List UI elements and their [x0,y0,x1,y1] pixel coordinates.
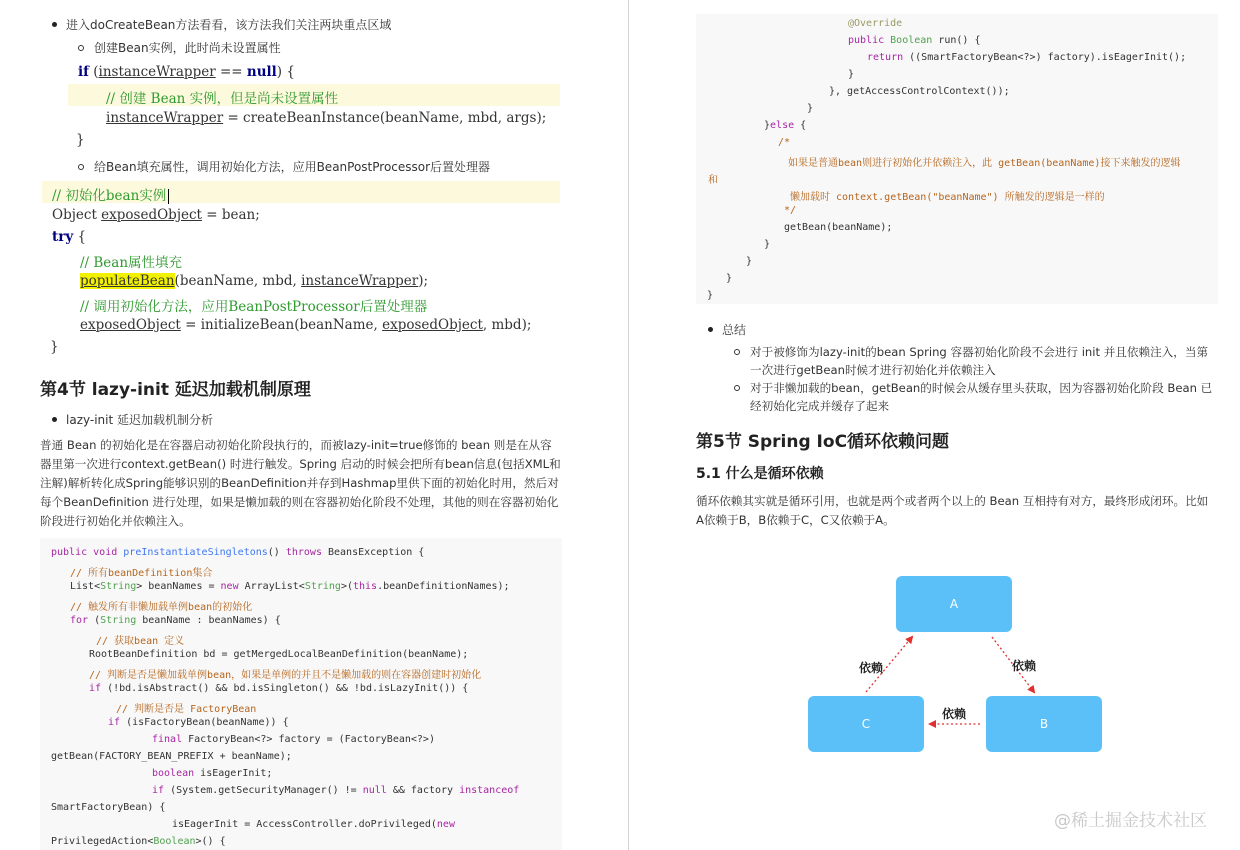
code-line: instanceWrapper = createBeanInstance(beanName, mbd, args); [106,110,547,126]
code-line: exposedObject = initializeBean(beanName, exposedObject, mbd); [80,317,532,333]
code-comment: // 调用初始化方法，应用BeanPostProcessor后置处理器 [80,299,428,315]
diagram-arrows [630,0,1240,850]
code-line: public Boolean run() { [848,35,981,46]
sub-bullet-item [78,158,490,175]
code-line: if (instanceWrapper == null) { [78,64,295,80]
edge-label: 依赖 [859,661,884,675]
code-line: PrivilegedAction<Boolean>() { [51,836,226,847]
right-page [630,0,1240,850]
edge-label: 依赖 [1012,659,1037,673]
highlighted-word: populateBean [80,273,175,289]
text-cursor [168,189,169,204]
code-line: List<String> beanNames = new ArrayList<String>(this.beanDefinitionNames); [70,581,510,592]
code-line: if (!bd.isAbstract() && bd.isSingleton() && !bd.isLazyInit()) { [89,683,469,694]
section-heading: 第5节 Spring IoC循环依赖问题 [696,432,950,452]
diagram-node-b: B [986,696,1102,752]
edge-label: 依赖 [942,707,967,721]
page-divider [628,0,629,850]
diagram-node-a: A [896,576,1012,632]
code-comment: */ [784,205,797,216]
code-line: try { [52,229,87,245]
watermark: @稀土掘金技术社区 [1054,811,1207,831]
bullet-item [52,411,213,428]
bullet-dot [52,22,57,27]
bullet-dot [52,417,57,422]
bullet-text: lazy-init 延迟加载机制分析 [66,413,214,427]
code-line: getBean(beanName); [784,222,893,233]
code-line: } [50,339,59,355]
sub-bullet-ring [78,164,84,170]
code-line: getBean(FACTORY_BEAN_PREFIX + beanName); [51,751,292,762]
code-comment: // 初始化bean实例 [52,184,169,204]
code-line: boolean isEagerInit; [152,768,273,779]
code-comment: // 判断是否是懒加载单例bean，如果是单例的并且不是懒加载的则在容器创建时初始化 [89,670,482,681]
code-line: } [848,69,855,80]
code-comment: // 创建 Bean 实例，但是尚未设置属性 [106,91,339,107]
code-line: } [764,239,771,250]
code-annotation: @Override [848,18,903,29]
bullet-text: 总结 [722,323,747,337]
code-comment: // 触发所有非懒加载单例bean的初始化 [70,602,253,613]
code-line: final FactoryBean<?> factory = (FactoryBean<?>) [152,734,435,745]
code-line: } [726,273,733,284]
code-line: return ((SmartFactoryBean<?>) factory).isEagerInit(); [867,52,1187,63]
code-comment: /* [778,137,791,148]
code-line: }else { [764,120,807,131]
code-line: for (String beanName : beanNames) { [70,615,281,626]
code-line: SmartFactoryBean) { [51,802,166,813]
code-comment: // 所有beanDefinition集合 [70,568,213,579]
code-comment: // 获取bean 定义 [96,636,185,647]
diagram-node-c: C [808,696,924,752]
code-line: Object exposedObject = bean; [52,207,260,223]
sub-bullet-ring [78,45,84,51]
summary-text: 对于被修饰为lazy-init的bean Spring 容器初始化阶段不会进行 init 并且依赖注入，当第一次进行getBean时候才进行初始化并依赖注入 [750,345,1209,377]
paragraph: 循环依赖其实就是循环引用，也就是两个或者两个以上的 Bean 互相持有对方，最终形成闭环。比如A依赖于B，B依赖于C，C又依赖于A。 [696,494,1209,527]
code-line: RootBeanDefinition bd = getMergedLocalBeanDefinition(beanName); [89,649,469,660]
code-line: } [746,256,753,267]
paragraph: 普通 Bean 的初始化是在容器启动初始化阶段执行的，而被lazy-init=true修饰的 bean 则是在从容器里第一次进行context.getBean() 时进行触发。Spring 启动的时候会把所有bean信息(包括XML和注解)解析转化成Spring能够识别的BeanDefinition并存到Hashmap里供下面的初始化时用，然后对每个BeanDefinition 进行处理，如果是懒加载的则在容器初始化阶段不处理，其他的则在容器初始化阶段进行初始化并依赖注入。 [40,438,561,528]
sub-bullet-item [78,39,281,56]
code-block [40,538,562,850]
code-comment: 和 [708,175,718,186]
code-line: public void preInstantiateSingletons() throws BeansException { [51,547,425,558]
subsection-heading: 5.1 什么是循环依赖 [696,466,824,482]
sub-bullet-text: 创建Bean实例，此时尚未设置属性 [94,41,281,55]
code-line: populateBean(beanName, mbd, instanceWrapper); [80,273,429,289]
code-line: if (System.getSecurityManager() != null && factory instanceof [152,785,520,796]
code-line: }, getAccessControlContext()); [829,86,1010,97]
code-line: isEagerInit = AccessController.doPrivileged(new [172,819,455,830]
code-line: if (isFactoryBean(beanName)) { [108,717,289,728]
code-comment: // Bean属性填充 [80,255,183,271]
sub-bullet-text: 给Bean填充属性，调用初始化方法，应用BeanPostProcessor后置处理器 [94,160,491,174]
bullet-text: 进入doCreateBean方法看看，该方法我们关注两块重点区域 [66,18,392,32]
summary-text: 对于非懒加载的bean，getBean的时候会从缓存里头获取，因为容器初始化阶段 Bean 已经初始化完成并缓存了起来 [750,381,1213,413]
code-comment: // 判断是否是 FactoryBean [116,704,257,715]
code-comment: 懒加载时 context.getBean("beanName") 所触发的逻辑是一样的 [790,192,1105,203]
section-heading: 第4节 lazy-init 延迟加载机制原理 [40,380,311,400]
code-comment: 如果是普通bean则进行初始化并依赖注入，此 getBean(beanName)接下来触发的逻辑 [788,158,1181,169]
bullet-item [52,16,391,33]
code-line: } [707,290,714,301]
code-line: } [76,132,85,148]
code-line: } [807,103,814,114]
